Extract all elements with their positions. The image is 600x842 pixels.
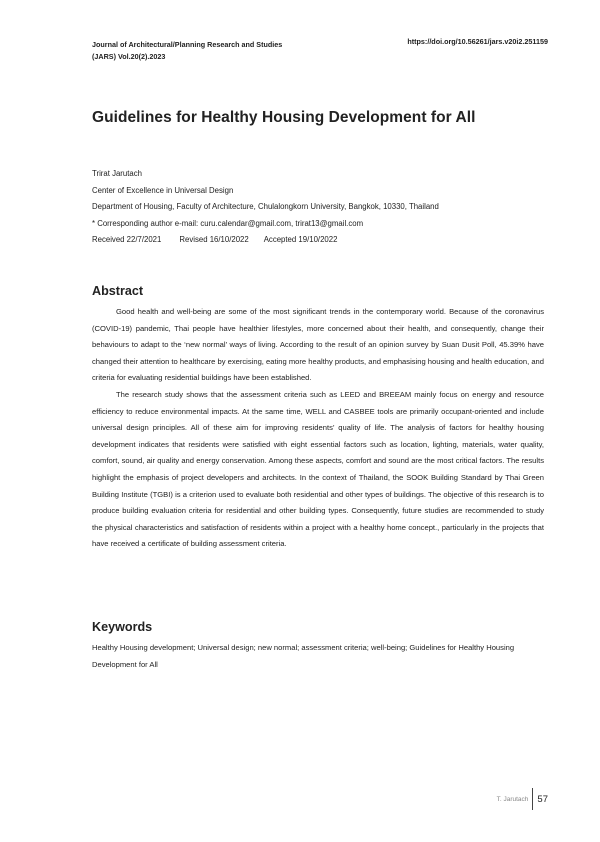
abstract-paragraph: The research study shows that the assessment criteria such as LEED and BREEAM mainly focus on energy and resource efficiency to reduce environmental impacts. At the same time, WELL and CASBEE tools are primarily occupant-oriented and include universal design principles. All of these aim for improving residents’ quality of life. The analysis of factors for healthy housing development indicates that residents were satisfied with eight essential factors such as location, lighting, materials, water quality, comfort, sound, air quality and energy conservation. Among these aspects, comfort and sound are the most critical factors. The results highlight the emphasis of project developers and architects. In the context of Thailand, the SOOK Building Standard by Thai Green Building Institute (TGBI) is a criterion used to evaluate both residential and other types of buildings. The objective of this research is to produce building evaluation criteria for residential and other building types. Consequently, future studies are recommended to study the physical characteristics and satisfaction of residents within a project with a healthy home concept., particularly in the projects that have received a certificate of building assessment criteria. bbox=[92, 389, 544, 549]
author-name: Trirat Jarutach bbox=[92, 169, 142, 178]
footer-divider bbox=[532, 788, 533, 810]
doi-link[interactable]: https://doi.org/10.56261/jars.v20i2.251159 bbox=[407, 37, 548, 46]
received-date: Received 22/7/2021 bbox=[92, 235, 162, 245]
journal-header bbox=[92, 39, 282, 63]
revised-date: Revised 16/10/2022 bbox=[179, 235, 249, 245]
corresponding-author: * Corresponding author e-mail: curu.calendar@gmail.com, trirat13@gmail.com bbox=[92, 218, 364, 228]
keywords-heading: Keywords bbox=[92, 620, 153, 634]
abstract-body bbox=[92, 304, 544, 553]
page-number: 57 bbox=[537, 793, 548, 805]
keywords-list: Healthy Housing development; Universal design; new normal; assessment criteria; well-being; Guidelines for Healthy Housing Development for All bbox=[92, 643, 515, 669]
page-footer bbox=[497, 788, 548, 810]
journal-volume: (JARS) Vol.20(2).2023 bbox=[92, 52, 166, 61]
footer-author: T. Jarutach bbox=[496, 795, 529, 803]
author-department: Department of Housing, Faculty of Architecture, Chulalongkorn University, Bangkok, 10330, Thailand bbox=[92, 202, 439, 212]
accepted-date: Accepted 19/10/2022 bbox=[263, 235, 338, 245]
journal-name: Journal of Architectural/Planning Research and Studies bbox=[92, 40, 283, 49]
abstract-paragraph: Good health and well-being are some of the most significant trends in the contemporary world. Because of the coronavirus (COVID-19) pandemic, Thai people have healthier lifestyles, more concerned about their health, and consequently, change their behaviours to adapt to the ‘new normal’ ways of living. According to the result of an opinion survey by Suan Dusit Poll, 45.39% have changed their attention to healthcare by exercising, eating more healthy products, and emphasising housing and health education, and criteria for evaluating residential buildings have been established. bbox=[92, 307, 544, 383]
paper-title: Guidelines for Healthy Housing Development for All bbox=[92, 109, 476, 126]
submission-dates bbox=[92, 232, 439, 249]
author-center: Center of Excellence in Universal Design bbox=[92, 185, 234, 195]
abstract-heading: Abstract bbox=[92, 284, 144, 298]
author-block bbox=[92, 166, 439, 249]
